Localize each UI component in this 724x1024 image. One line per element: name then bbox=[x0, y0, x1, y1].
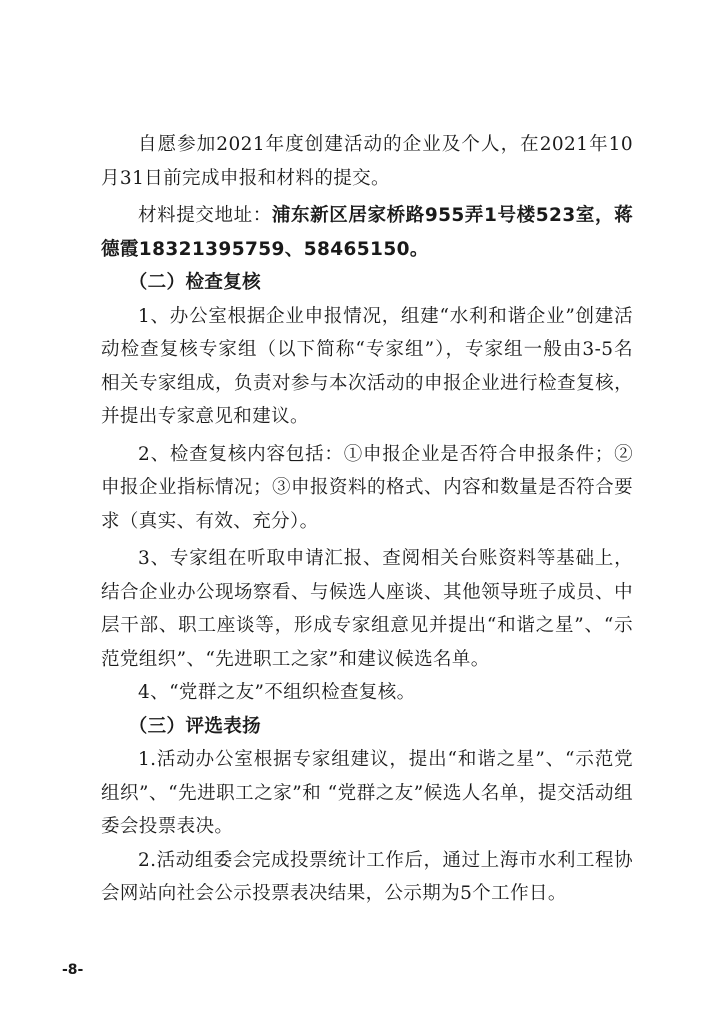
paragraph-review-1: 1、办公室根据企业申报情况，组建“水利和谐企业”创建活动检查复核专家组（以下简称“专家组”），专家组一般由3-5名相关专家组成，负责对参与本次活动的申报企业进行检查复核，并提出专家意见和建议。 bbox=[101, 305, 633, 427]
document-body bbox=[101, 128, 633, 911]
paragraph-application-deadline: 自愿参加2021年度创建活动的企业及个人，在2021年10月31日前完成申报和材料的提交。 bbox=[101, 134, 633, 189]
paragraph-review-2: 2、检查复核内容包括：①申报企业是否符合申报条件；②申报企业指标情况；③申报资料的格式、内容和数量是否符合要求（真实、有效、充分）。 bbox=[101, 443, 633, 532]
section-heading-review: （二）检查复核 bbox=[128, 272, 262, 293]
paragraph-selection-1: 1.活动办公室根据专家组建议，提出“和谐之星”、“示范党组织”、“先进职工之家”和 “党群之友”候选人名单，提交活动组委会投票表决。 bbox=[101, 749, 633, 837]
section-heading-selection: （三）评选表扬 bbox=[128, 715, 262, 737]
paragraph-review-3: 3、专家组在听取申请汇报、查阅相关台账资料等基础上，结合企业办公现场察看、与候选人座谈、其他领导班子成员、中层干部、职工座谈等，形成专家组意见并提出“和谐之星”、“示范党组织”、“先进职工之家”和建议候选名单。 bbox=[101, 548, 633, 670]
paragraph-submission-address bbox=[101, 199, 633, 266]
page-number: -8- bbox=[62, 962, 84, 978]
paragraph-review-4: 4、“党群之友”不组织检查复核。 bbox=[138, 682, 416, 703]
submission-address-label: 材料提交地址： bbox=[138, 205, 272, 226]
paragraph-selection-2: 2.活动组委会完成投票统计工作后，通过上海市水利工程协会网站向社会公示投票表决结果，公示期为5个工作日。 bbox=[101, 849, 633, 904]
submission-address-value: 浦东新区居家桥路955弄1号楼523室，蒋德霞18321395759、58465150。 bbox=[101, 205, 633, 260]
